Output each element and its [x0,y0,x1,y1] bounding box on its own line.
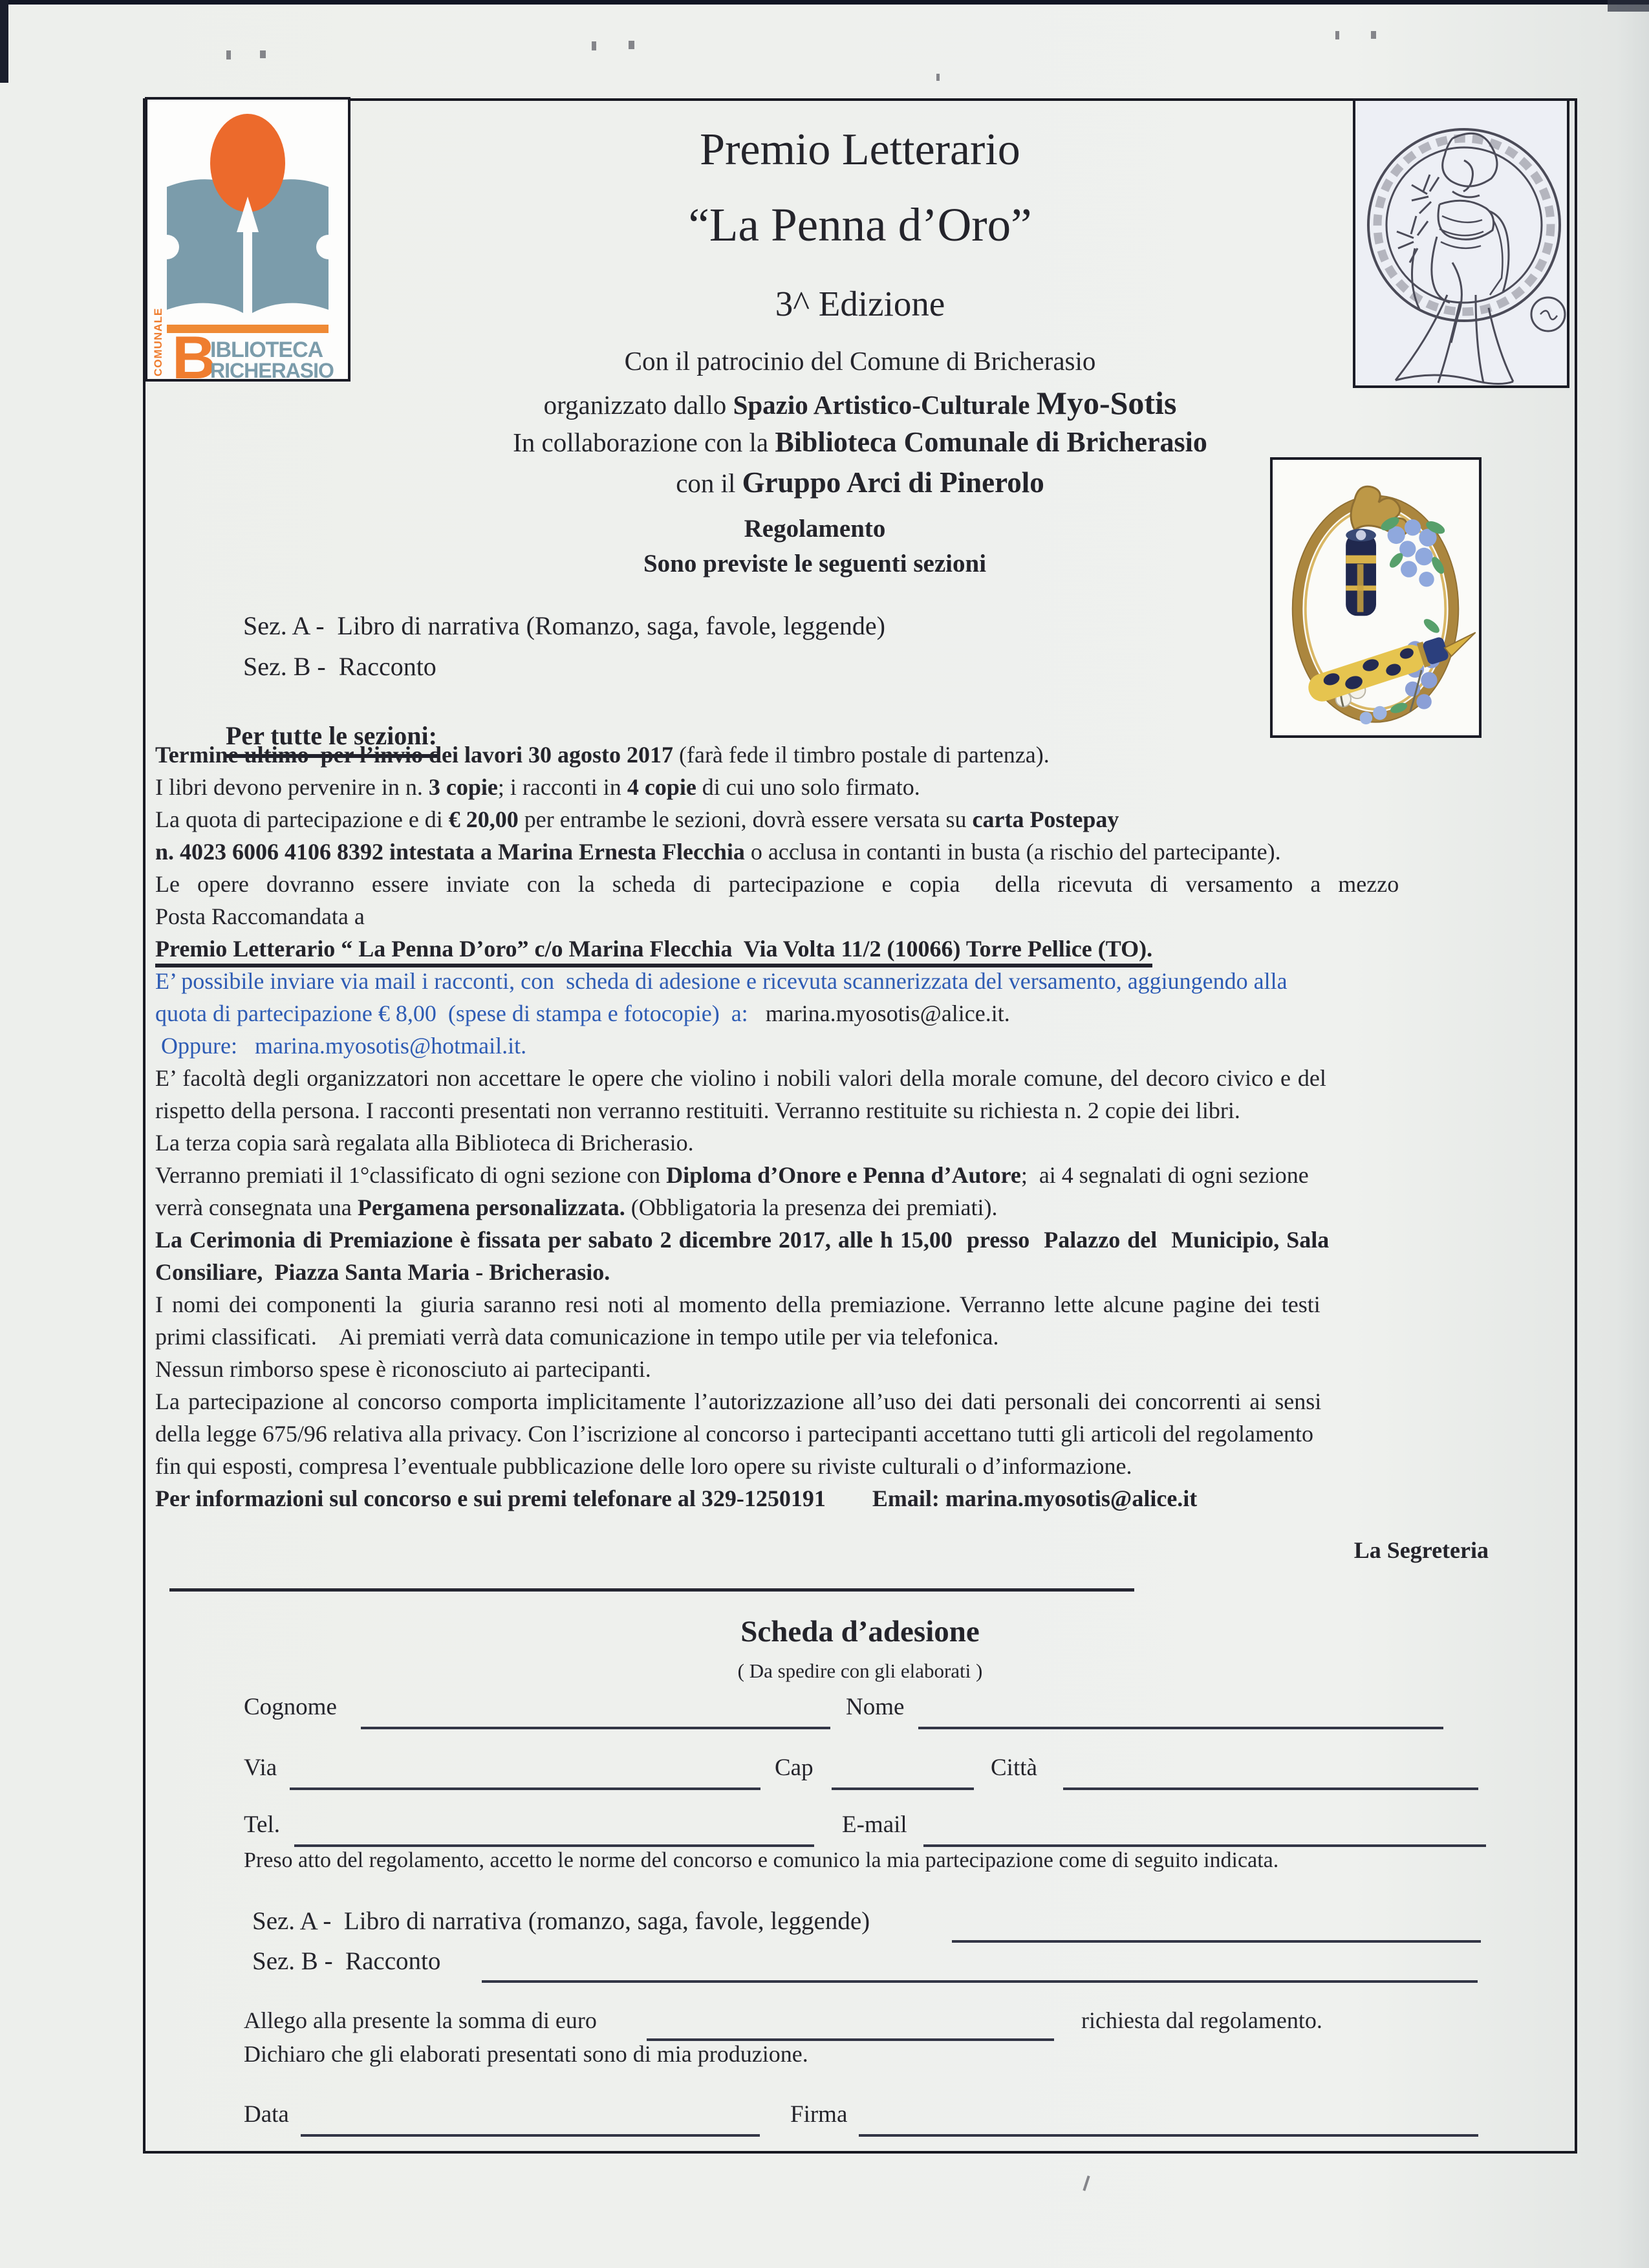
golden-frame-pen-picture [1270,457,1482,738]
name-label: Nome [846,1694,905,1720]
adhesion-form-title: Scheda d’adesione [740,1615,980,1648]
section-a-writing-line [952,1940,1481,1943]
acknowledgement-text: Preso atto del regolamento, accetto le norme del concorso e comunico la mia partecipazione come di seguito indicata. [244,1848,1279,1872]
zip-writing-line [832,1787,974,1790]
city-writing-line [1063,1787,1478,1790]
svg-text:IBLIOTECA: IBLIOTECA [210,338,323,362]
svg-text:B: B [172,323,216,379]
with-prefix: con il [676,468,742,498]
body-text-line: quota di partecipazione € 8,00 (spese di stampa e fotocopie) a: marina.myosotis@alice.it. [155,1000,1010,1026]
section-b-line: Sez. B - Racconto [243,652,436,681]
body-text-line: rispetto della persona. I racconti presentati non verranno restituiti. Verranno restituite su richiesta n. 2 copie dei libri. [155,1097,1240,1123]
organizer-prefix: organizzato dallo [543,390,733,420]
scan-speck [1335,31,1339,39]
body-text-line: La quota di partecipazione e di € 20,00 per entrambe le sezioni, dovrà essere versata su carta Postepay [155,806,1119,832]
body-text-line: Premio Letterario “ La Penna D’oro” c/o Marina Flecchia Via Volta 11/2 (10066) Torre Pellice (TO). [155,933,1553,965]
body-text-line: E’ possibile inviare via mail i racconti, con scheda di adesione e ricevuta scannerizzata del versamento, aggiungendo alla [155,968,1288,994]
svg-text:RICHERASIO: RICHERASIO [210,359,334,379]
body-text-line: verrà consegnata una Pergamena personalizzata. (Obbligatoria la presenza dei premiati). [155,1194,998,1220]
phone-writing-line [294,1844,814,1847]
enclosed-sum-prefix: Allego alla presente la somma di euro [244,2007,597,2033]
scan-speck [936,74,940,81]
organizer-brand: Myo-Sotis [1036,385,1177,421]
with-group: Gruppo Arci di Pinerolo [742,466,1044,499]
section-b-writing-line [482,1980,1478,1983]
body-text-line: La Cerimonia di Premiazione è fissata per sabato 2 dicembre 2017, alle h 15,00 presso Palazzo del Municipio, Sala [155,1227,1330,1253]
scan-speck [592,41,596,50]
body-text-line: Termine ultimo per l’invio dei lavori 30 agosto 2017 (farà fede il timbro postale di partenza). [155,742,1050,768]
art-nouveau-lady-illustration [1353,98,1569,388]
page-title-line1: Premio Letterario [700,125,1020,175]
scan-speck [629,41,634,49]
zip-label: Cap [775,1755,814,1781]
section-a-line: Sez. A - Libro di narrativa (Romanzo, saga, favole, leggende) [243,611,885,640]
body-text-line: I nomi dei componenti la giuria saranno resi noti al momento della premiazione. Verranno lette alcune pagine dei testi [155,1291,1320,1317]
edition-line: 3^ Edizione [775,284,945,323]
scanner-edge-top [0,0,1649,5]
phone-label: Tel. [244,1811,280,1838]
name-writing-line [918,1727,1443,1729]
body-text-line: primi classificati. Ai premiati verrà data comunicazione in tempo utile per via telefonica. [155,1324,999,1350]
scanner-edge-top-right [1608,0,1649,12]
street-writing-line [290,1787,760,1790]
scanner-edge-left [0,0,8,83]
collaboration-library: Biblioteca Comunale di Bricherasio [775,426,1207,458]
body-text-line: Consiliare, Piazza Santa Maria - Bricherasio. [155,1259,610,1285]
surname-writing-line [361,1727,830,1729]
body-text-line: I libri devono pervenire in n. 3 copie; i racconti in 4 copie di cui uno solo firmato. [155,774,920,800]
enclosed-sum-suffix: richiesta dal regolamento. [1081,2007,1322,2033]
form-section-b-line: Sez. B - Racconto [252,1947,441,1975]
email-label: E-mail [842,1811,907,1838]
collaboration-prefix: In collaborazione con la [513,427,775,457]
organizer-line [143,384,1577,422]
street-label: Via [244,1755,277,1781]
secretary-signature: La Segreteria [1353,1537,1489,1563]
scan-speck [260,50,266,58]
body-text-line: La partecipazione al concorso comporta implicitamente l’autorizzazione all’uso dei dati personali dei concorrenti ai sensi [155,1388,1322,1414]
body-text-line: Posta Raccomandata a [155,903,365,929]
body-text-line: E’ facoltà degli organizzatori non accettare le opere che violino i nobili valori della morale comune, del decoro civico e del [155,1065,1326,1091]
scan-speck [226,50,231,59]
scan-speck [1371,31,1376,39]
body-text-line: fin qui esposti, compresa l’eventuale pubblicazione delle loro opere su riviste culturali o d’informazione. [155,1453,1132,1479]
date-writing-line [301,2134,760,2137]
collaboration-line [143,426,1577,459]
signature-label: Firma [790,2101,848,2128]
patronage-line: Con il patrocinio del Comune di Bricherasio [624,346,1096,376]
open-book-logo-graphic [147,100,348,379]
body-text-line: n. 4023 6006 4106 8392 intestata a Marina Ernesta Flecchia o acclusa in contanti in busta (a rischio del partecipante). [155,839,1281,865]
pen-and-flowers-art [1273,460,1479,735]
email-writing-line [923,1844,1486,1847]
surname-label: Cognome [244,1694,337,1720]
body-text-line: Oppure: marina.myosotis@hotmail.it. [155,1033,527,1059]
scan-speck [1083,2176,1090,2191]
signature-writing-line [859,2134,1478,2137]
declaration-text: Dichiaro che gli elaborati presentati sono di mia produzione. [244,2041,808,2067]
page-title-line2: “La Penna d’Oro” [688,199,1032,251]
for-all-sections-heading: Per tutte le sezioni: [226,720,437,758]
lady-line-art [1355,101,1567,385]
form-section-a-line: Sez. A - Libro di narrativa (romanzo, saga, favole, leggende) [252,1907,870,1935]
rules-heading: Regolamento [744,515,886,543]
adhesion-form-subtitle: ( Da spedire con gli elaborati ) [737,1659,983,1682]
body-text-line: Nessun rimborso spese è riconosciuto ai partecipanti. [155,1356,651,1382]
body-text-line: La terza copia sarà regalata alla Biblioteca di Bricherasio. [155,1130,694,1156]
section-divider-line [169,1588,1134,1592]
date-label: Data [244,2101,289,2128]
body-text-line: Le opere dovranno essere inviate con la scheda di partecipazione e copia della ricevuta di versamento a mezzo [155,871,1399,897]
body-text-line: Verranno premiati il 1°classificato di ogni sezione con Diploma d’Onore e Penna d’Autore; ai 4 segnalati di ogni sezione [155,1162,1309,1188]
svg-text:COMUNALE: COMUNALE [152,307,164,376]
rules-subheading: Sono previste le seguenti sezioni [643,550,987,578]
body-text-line: della legge 675/96 relativa alla privacy. Con l’iscrizione al concorso i partecipanti accettano tutti gli articoli del regolamento [155,1421,1313,1447]
organizer-space-name: Spazio Artistico-Culturale [733,390,1037,420]
city-label: Città [991,1755,1037,1781]
rules-body-text [155,739,1553,1515]
biblioteca-bricherasio-logo [145,97,350,382]
body-text-line: Per informazioni sul concorso e sui premi telefonare al 329-1250191 Email: marina.myosotis@alice.it [155,1485,1198,1511]
